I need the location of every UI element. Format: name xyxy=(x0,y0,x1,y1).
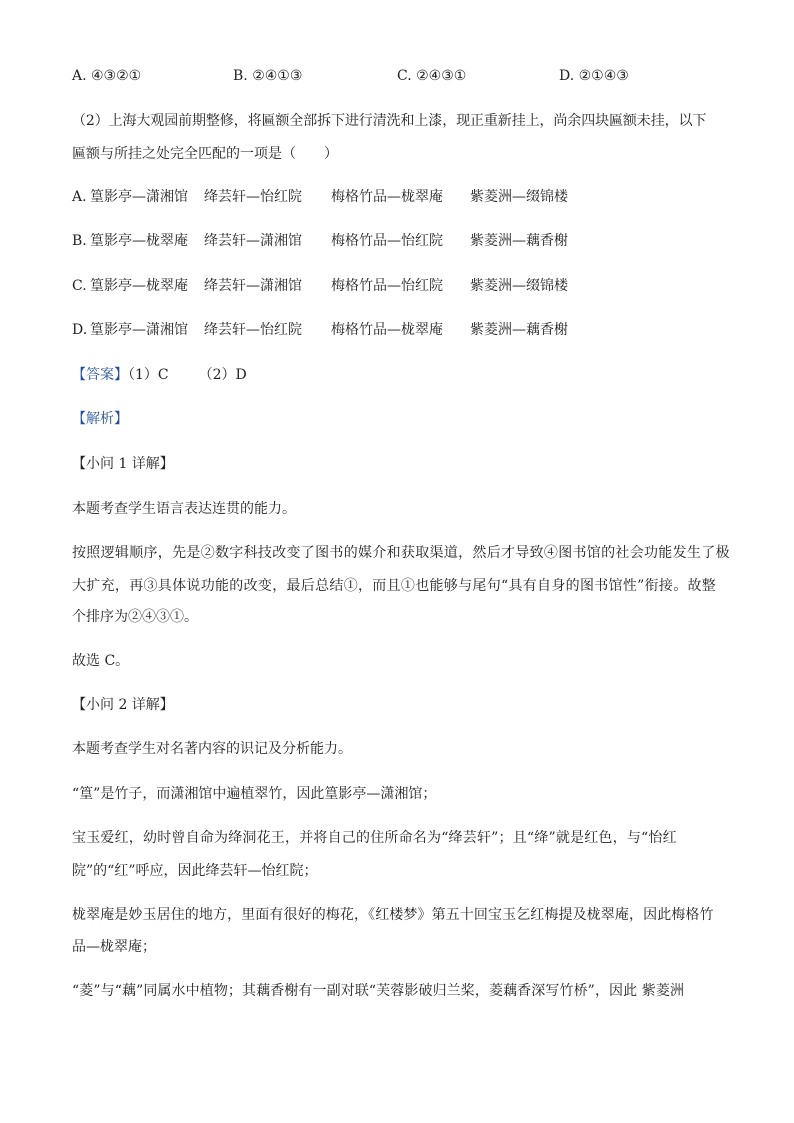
q1-option-b: B. ②④①③ xyxy=(233,68,303,84)
q2-option-c xyxy=(72,276,722,296)
option-letter: A. xyxy=(72,189,87,205)
option-pair: 梅格竹品—栊翠庵 xyxy=(331,189,443,205)
sub2-p2-line-2: 院”的“红”呼应，因此绛芸轩—怡红院； xyxy=(72,863,318,879)
analysis-label: 【解析】 xyxy=(72,411,128,427)
q2-stem-line-1: （2）上海大观园前期整修，将匾额全部拆下进行清洗和上漆，现正重新挂上，尚余四块匾额未挂，以下 xyxy=(72,113,707,129)
sub2-p3-line-2: 品—栊翠庵； xyxy=(72,939,156,955)
q2-option-b xyxy=(72,231,722,251)
sub1-para-line-3: 个排序为②④③①。 xyxy=(72,609,198,625)
option-pair: 绛芸轩—潇湘馆 xyxy=(204,278,302,294)
sub1-heading: 【小问 1 详解】 xyxy=(72,456,174,472)
q1-option-c: C. ②④③① xyxy=(397,68,467,84)
option-pair: 篁影亭—潇湘馆 xyxy=(90,189,188,205)
option-pair: 绛芸轩—怡红院 xyxy=(204,322,302,338)
answer-line xyxy=(72,365,247,385)
option-pair: 篁影亭—栊翠庵 xyxy=(90,278,188,294)
option-pair: 梅格竹品—栊翠庵 xyxy=(331,322,443,338)
option-pair: 紫菱洲—藕香榭 xyxy=(470,322,568,338)
q2-stem-line-2: 匾额与所挂之处完全匹配的一项是（ ） xyxy=(72,146,338,162)
option-pair: 篁影亭—栊翠庵 xyxy=(90,233,188,249)
sub1-para-line-1: 按照逻辑顺序，先是②数字科技改变了图书的媒介和获取渠道，然后才导致④图书馆的社会功能发生了极 xyxy=(72,545,730,561)
option-letter: D. xyxy=(72,322,88,338)
answer-part-2: （2）D xyxy=(198,367,247,383)
sub2-p4: “菱”与“藕”同属水中植物；其藕香榭有一副对联“芙蓉影破归兰桨，菱藕香深写竹桥”，因此 紫菱洲 xyxy=(72,983,685,999)
option-pair: 紫菱洲—缀锦楼 xyxy=(470,189,568,205)
q2-option-d xyxy=(72,320,722,340)
sub1-intro: 本题考查学生语言表达连贯的能力。 xyxy=(72,501,296,517)
option-pair: 梅格竹品—怡红院 xyxy=(331,278,443,294)
sub1-para-line-2: 大扩充，再③具体说功能的改变，最后总结①，而且①也能够与尾句“具有自身的图书馆性”衔接。故整 xyxy=(72,578,717,594)
q1-option-d: D. ②①④③ xyxy=(559,68,629,84)
q1-option-a: A. ④③②① xyxy=(72,68,142,84)
q1-options xyxy=(72,66,722,86)
sub2-p1: “篁”是竹子，而潇湘馆中遍植翠竹，因此篁影亭—潇湘馆； xyxy=(72,786,437,802)
option-pair: 紫菱洲—藕香榭 xyxy=(470,233,568,249)
sub2-p3-line-1: 栊翠庵是妙玉居住的地方，里面有很好的梅花，《红楼梦》第五十回宝玉乞红梅提及栊翠庵，因此梅格竹 xyxy=(72,907,714,923)
option-letter: B. xyxy=(72,233,87,249)
answer-part-1: （1）C xyxy=(128,367,169,383)
option-pair: 梅格竹品—怡红院 xyxy=(331,233,443,249)
option-pair: 紫菱洲—缀锦楼 xyxy=(470,278,568,294)
option-pair: 绛芸轩—怡红院 xyxy=(204,189,302,205)
answer-label: 【答案】 xyxy=(72,367,128,383)
sub2-p2-line-1: 宝玉爱红，幼时曾自命为绛洞花王，并将自己的住所命名为“绛芸轩”；且“绛”就是红色，与“怡红 xyxy=(72,830,677,846)
option-pair: 绛芸轩—潇湘馆 xyxy=(204,233,302,249)
q2-option-a xyxy=(72,187,722,207)
option-letter: C. xyxy=(72,278,87,294)
sub1-conclusion: 故选 C。 xyxy=(72,653,130,669)
sub2-heading: 【小问 2 详解】 xyxy=(72,697,174,713)
sub2-intro: 本题考查学生对名著内容的识记及分析能力。 xyxy=(72,741,352,757)
option-pair: 篁影亭—潇湘馆 xyxy=(90,322,188,338)
